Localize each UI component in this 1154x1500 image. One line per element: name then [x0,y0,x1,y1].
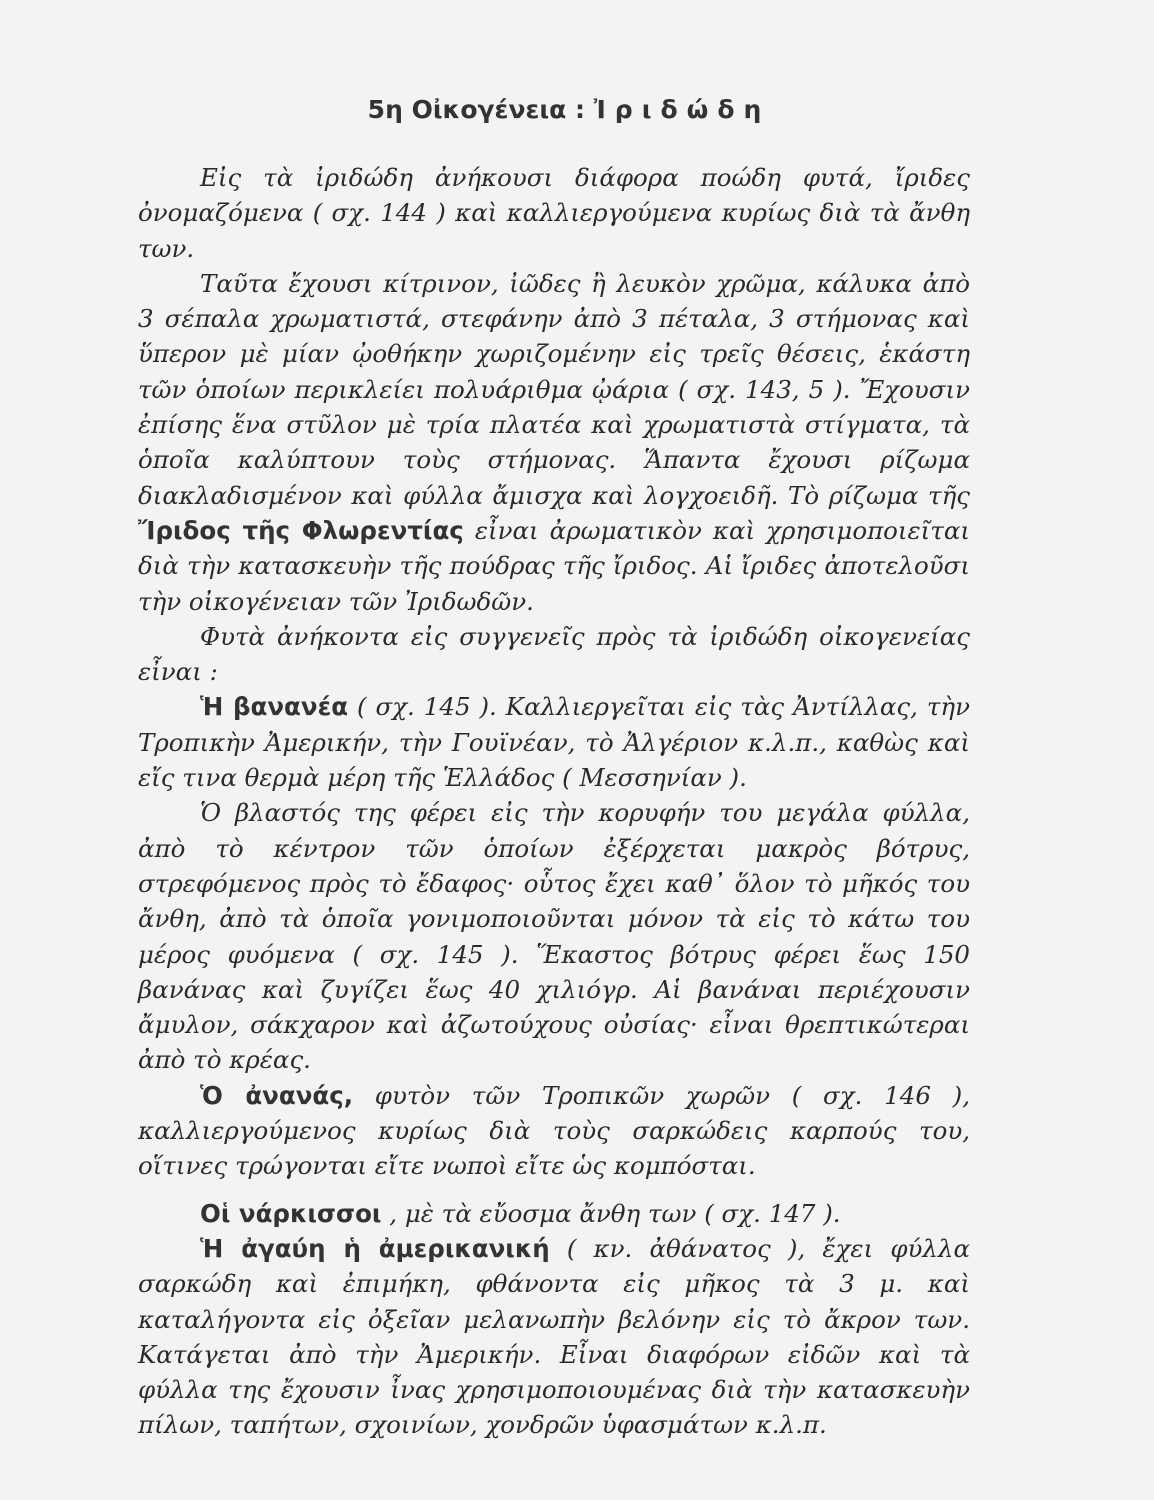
bold-term: Ἡ βανανέα [200,692,349,722]
paragraph-text: εἶναι ἀρωματικὸν καὶ χρησιμοποιεῖται διὰ τὴν κατασκευὴν τῆς πούδρας τῆς ἴριδος. Αἱ ἴριδες ἀποτελοῦσι τὴν οἰκογένειαν τῶν Ἰριδωδῶν. [138,515,970,616]
page-content [138,95,970,1443]
bold-term: Ἡ ἀγαύη ἡ ἀμερικανική [200,1233,550,1263]
bold-term: Οἱ νάρκισσοι [200,1198,382,1228]
chapter-heading [168,95,970,124]
paragraph [138,795,970,1077]
heading-prefix: 5η Οἰκογένεια : [367,95,594,124]
paragraph-text: Φυτὰ ἀνήκοντα εἰς συγγενεῖς πρὸς τὰ ἰριδώδη οἰκογενείας εἶναι : [138,621,970,687]
heading-family-name: Ἰριδώδη [593,95,771,124]
bold-term: Ὁ ἀνανάς, [200,1080,354,1110]
paragraph [138,1196,970,1231]
paragraph [138,1231,970,1443]
paragraph [138,266,970,619]
paragraph [138,689,970,795]
paragraph-text: ( σχ. 145 ). Καλλιεργεῖται εἰς τὰς Ἀντίλλας, τὴν Τροπικὴν Ἀμερικήν, τὴν Γουϊνέαν, τὸ Ἀλγέριον κ.λ.π., καθὼς καὶ εἴς τινα θερμὰ μέρη τῆς Ἑλλάδος ( Μεσσηνίαν ). [138,692,970,793]
paragraph [138,619,970,690]
paragraph-text: Ὁ βλαστός της φέρει εἰς τὴν κορυφήν του μεγάλα φύλλα, ἀπὸ τὸ κέντρον τῶν ὁποίων ἐξέρχεται μακρὸς βότρυς, στρεφόμενος πρὸς τὸ ἔδαφος· οὗτος ἔχει καθ᾽ ὅλον τὸ μῆκός του ἄνθη, ἀπὸ τὰ ὁποῖα γονιμοποιοῦνται μόνον τὰ εἰς τὸ κάτω του μέρος φυόμενα ( σχ. 145 ). Ἕκαστος βότρυς φέρει ἕως 150 βανάνας καὶ ζυγίζει ἕως 40 χιλιόγρ. Αἱ βανάναι περιέχουσιν ἄμυλον, σάκχαρον καὶ ἀζωτούχους οὐσίας· εἶναι θρεπτικώτεραι ἀπὸ τὸ κρέας. [138,798,970,1075]
paragraph-text: Ταῦτα ἔχουσι κίτρινον, ἰῶδες ἢ λευκὸν χρῶμα, κάλυκα ἀπὸ 3 σέπαλα χρωματιστά, στεφάνην ἀπὸ 3 πέταλα, 3 στήμονας καὶ ὕπερον μὲ μίαν ᾠοθήκην χωριζομένην εἰς τρεῖς θέσεις, ἑκάστη τῶν ὁποίων περικλείει πολυάριθμα ᾠάρια ( σχ. 143, 5 ). Ἔχουσιν ἐπίσης ἕνα στῦλον μὲ τρία πλατέα καὶ χρωματιστὰ στίγματα, τὰ ὁποῖα καλύπτουν τοὺς στήμονας. Ἅπαντα ἔχουσι ρίζωμα διακλαδισμένον καὶ φύλλα ἄμισχα καὶ λογχοειδῆ. Τὸ ρίζωμα τῆς [138,268,970,510]
paragraph-text: Εἰς τὰ ἰριδώδη ἀνήκουσι διάφορα ποώδη φυτά, ἴριδες ὀνομαζόμενα ( σχ. 144 ) καὶ καλλιεργούμενα κυρίως διὰ τὰ ἄνθη των. [138,163,970,263]
bold-term: Ἴριδος τῆς Φλωρεντίας [138,515,464,545]
paragraph-text: φυτὸν τῶν Τροπικῶν χωρῶν ( σχ. 146 ), καλλιεργούμενος κυρίως διὰ τοὺς σαρκώδεις καρπούς του, οἵτινες τρώγονται εἴτε νωποὶ εἴτε ὡς κομπόσται. [138,1080,970,1181]
paragraph-text: , μὲ τὰ εὔοσμα ἄνθη των ( σχ. 147 ). [381,1198,841,1228]
paragraph-text: ( κν. ἀθάνατος ), ἔχει φύλλα σαρκώδη καὶ ἐπιμήκη, φθάνοντα εἰς μῆκος τὰ 3 μ. καὶ καταλήγοντα εἰς ὀξεῖαν μελανωπὴν βελόνην εἰς τὸ ἄκρον των. Κατάγεται ἀπὸ τὴν Ἀμερικήν. Εἶναι διαφόρων εἰδῶν καὶ τὰ φύλλα της ἔχουσιν ἶνας χρησιμοποιουμένας διὰ τὴν κατασκευὴν πίλων, ταπήτων, σχοινίων, χονδρῶν ὑφασμάτων κ.λ.π. [138,1233,970,1440]
paragraph [138,1078,970,1184]
paragraph [138,160,970,266]
body-text [138,160,970,1443]
